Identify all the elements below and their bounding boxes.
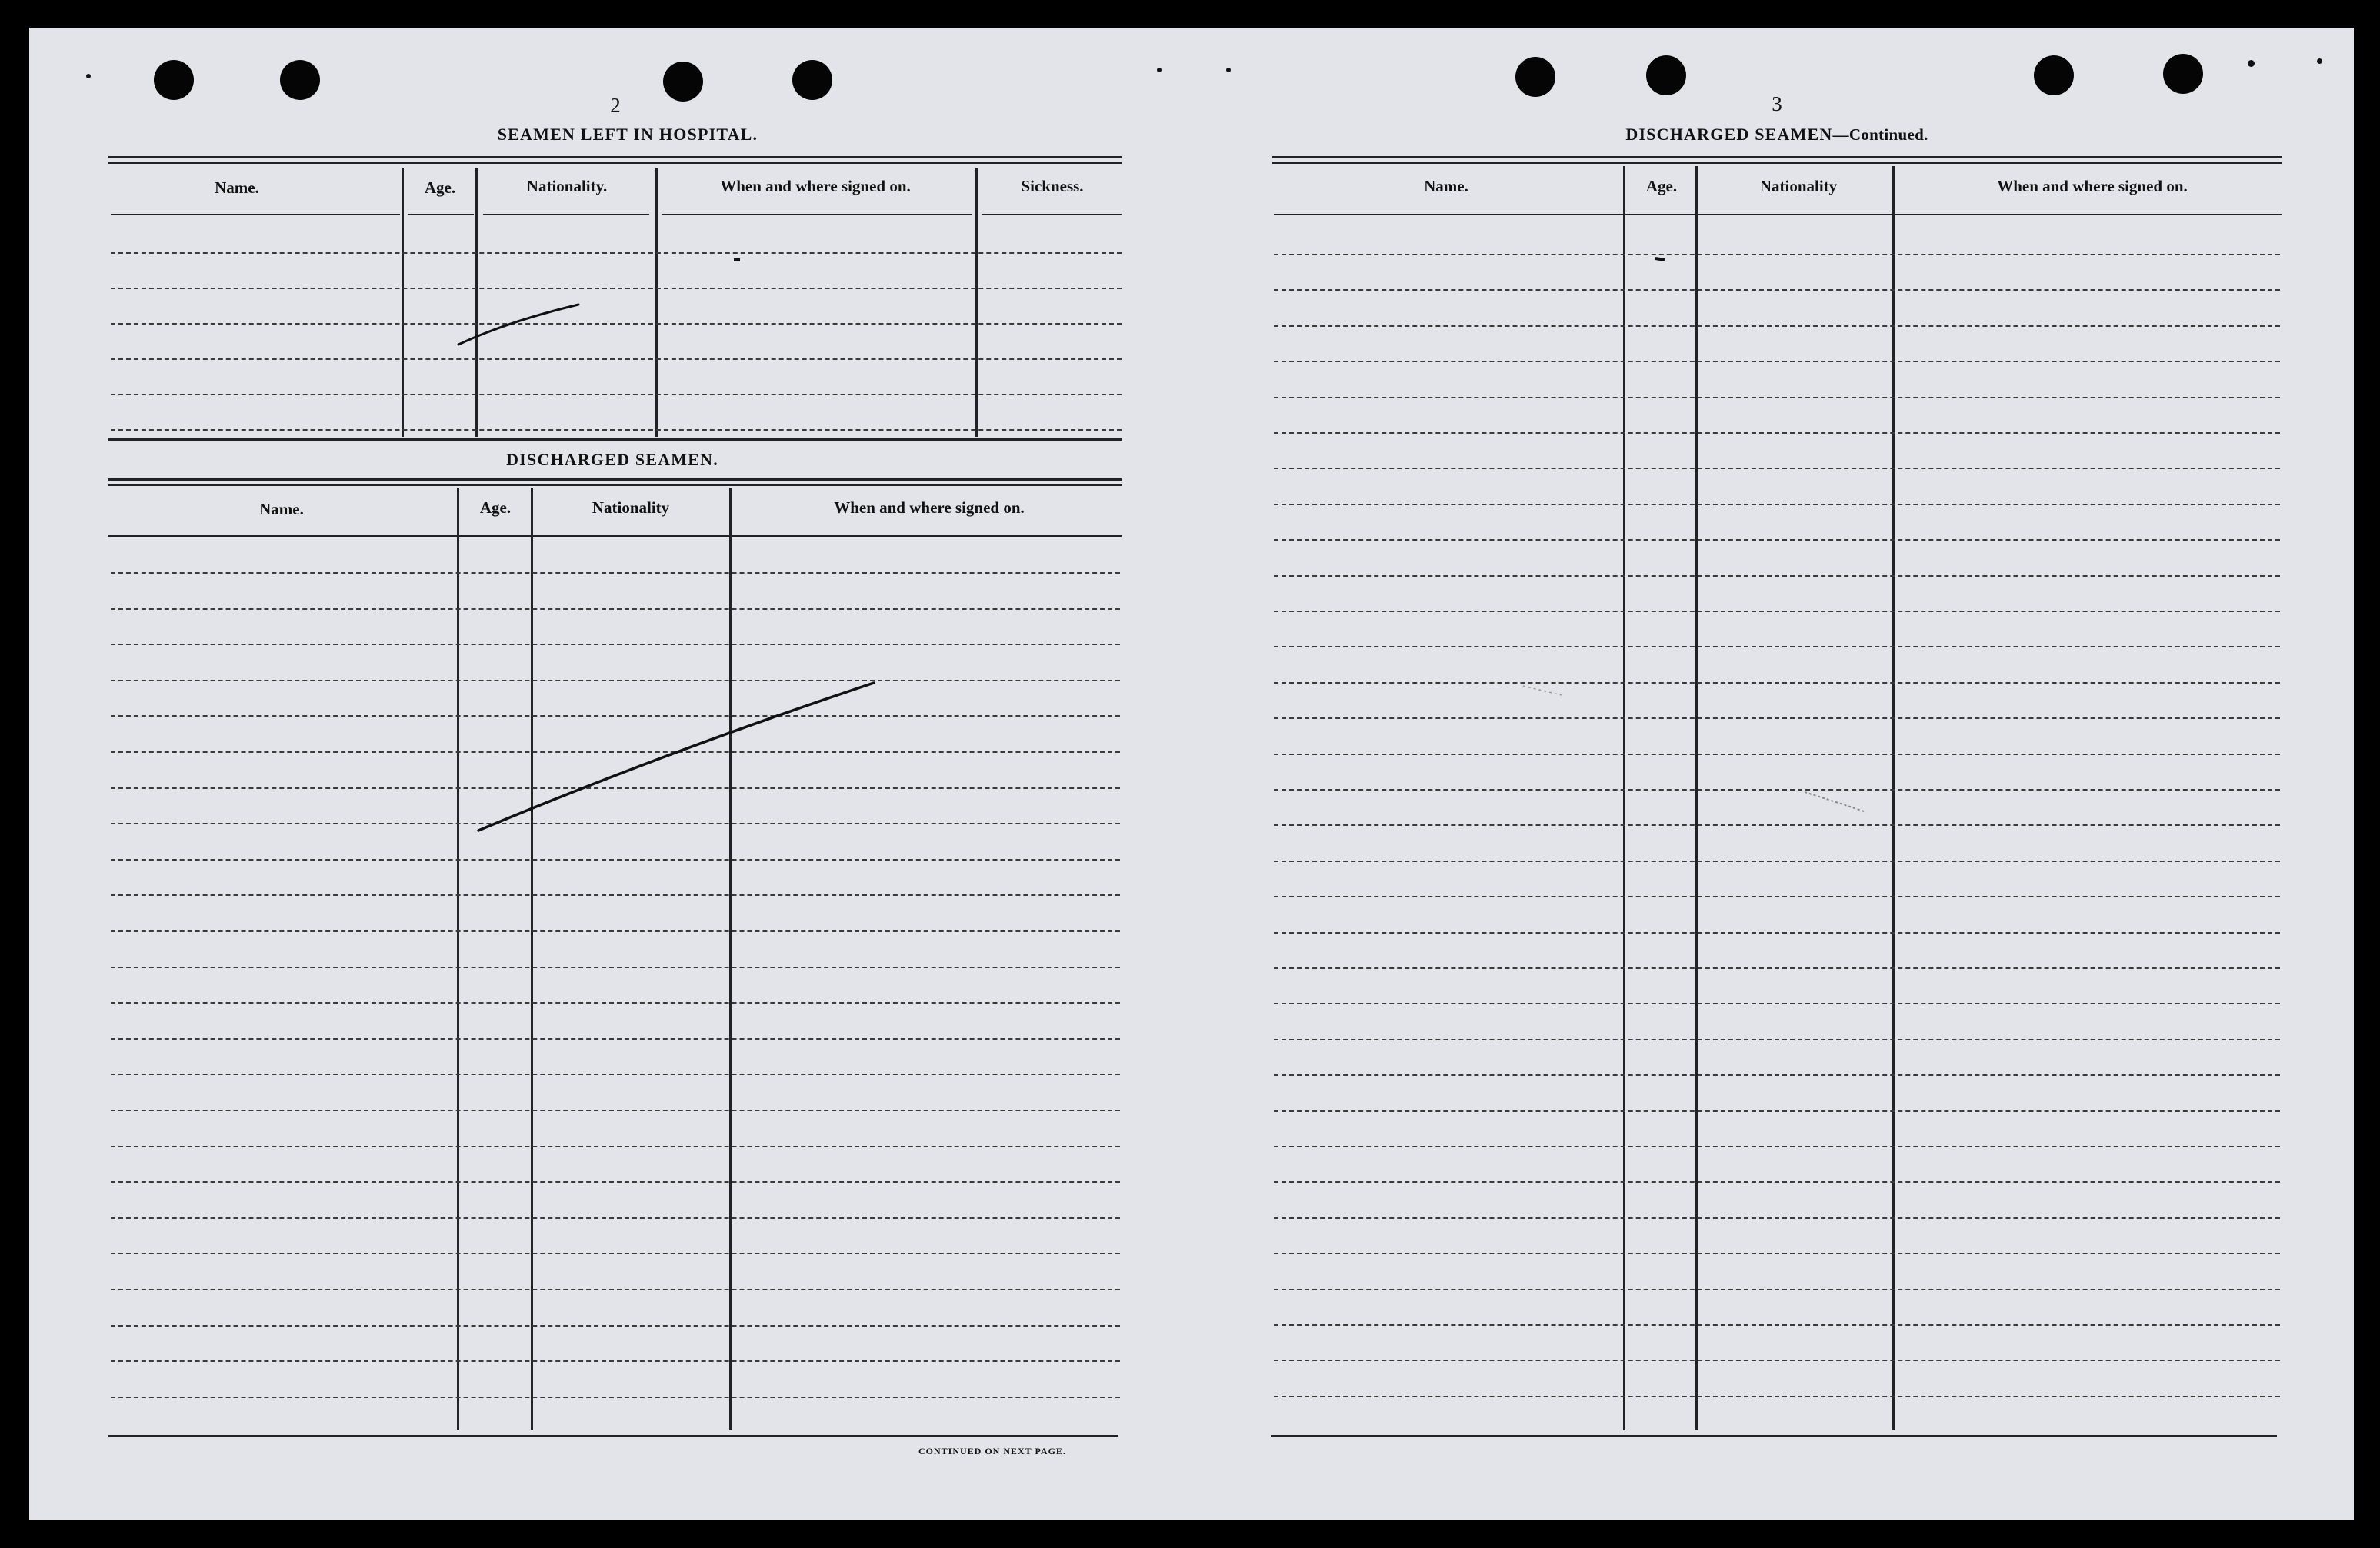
entry-line (111, 1074, 1120, 1075)
entry-line (111, 644, 1120, 645)
entry-line (111, 859, 1120, 861)
entry-line (111, 894, 1120, 896)
entry-line (1274, 1396, 2280, 1397)
entry-line (1274, 1217, 2280, 1219)
entry-line (111, 1360, 1120, 1362)
speck (1157, 68, 1162, 72)
column-divider (1695, 166, 1698, 1430)
entry-line (1274, 1360, 2280, 1361)
entry-line (1274, 325, 2280, 327)
column-divider (402, 168, 404, 437)
entry-line (111, 429, 1122, 431)
continued-note: CONTINUED ON NEXT PAGE. (918, 1446, 1066, 1456)
table-top-rule (108, 162, 1122, 164)
punch-hole (663, 62, 703, 102)
punch-hole (792, 60, 832, 100)
right-page-number: 3 (1772, 92, 1782, 115)
left-page-number: 2 (610, 94, 621, 117)
entry-line (1274, 361, 2280, 362)
entry-line (111, 1038, 1120, 1040)
col-header-sickness: Sickness. (1021, 177, 1084, 195)
entry-line (1274, 1253, 2280, 1254)
entry-line (1274, 1146, 2280, 1147)
entry-line (1274, 432, 2280, 434)
header-underline (982, 214, 1122, 215)
col-header-age: Age. (424, 178, 456, 197)
right-section-title (1625, 125, 1928, 145)
entry-line (1274, 967, 2280, 969)
punch-hole (280, 60, 320, 100)
entry-line (1274, 575, 2280, 577)
title-text: DISCHARGED SEAMEN (1625, 125, 1833, 144)
column-divider (655, 168, 658, 437)
discharged-section-title: DISCHARGED SEAMEN. (506, 450, 718, 469)
entry-line (111, 1325, 1120, 1327)
header-underline (662, 214, 972, 215)
punch-hole (2163, 54, 2203, 94)
entry-line (111, 680, 1120, 681)
entry-line (111, 572, 1120, 574)
column-divider (1892, 166, 1895, 1430)
entry-line (111, 823, 1120, 824)
entry-line (1274, 861, 2280, 862)
entry-line (1274, 468, 2280, 469)
entry-line (1274, 289, 2280, 291)
entry-line (1274, 789, 2280, 791)
header-underline (108, 535, 1122, 537)
entry-line (1274, 682, 2280, 684)
column-divider (1623, 166, 1625, 1430)
entry-line (1274, 1039, 2280, 1040)
entry-line (1274, 646, 2280, 647)
column-divider (475, 168, 478, 437)
entry-line (1274, 1110, 2280, 1112)
entry-line (111, 1002, 1120, 1004)
speck (2248, 60, 2255, 67)
entry-line (111, 288, 1122, 289)
entry-line (1274, 254, 2280, 255)
entry-line (111, 1253, 1120, 1254)
header-underline (111, 214, 400, 215)
col-header-name: Name. (215, 178, 259, 197)
entry-line (111, 715, 1120, 717)
entry-line (111, 1110, 1120, 1111)
col-header-nationality: Nationality (1759, 177, 1838, 195)
entry-line (1274, 1074, 2280, 1076)
header-underline (408, 214, 474, 215)
entry-line (111, 1289, 1120, 1290)
entry-line (1274, 932, 2280, 934)
entry-line (111, 358, 1122, 360)
entry-line (1274, 824, 2280, 826)
speck (1226, 68, 1231, 72)
table-top-rule (1272, 162, 2282, 164)
entry-line (1274, 896, 2280, 897)
col-header-nationality: Nationality. (526, 177, 608, 195)
entry-line (111, 1217, 1120, 1219)
table-top-rule (108, 484, 1122, 486)
table-top-rule (108, 478, 1122, 481)
header-underline (1274, 214, 2282, 215)
table-bottom-rule (108, 438, 1122, 441)
speck (2317, 58, 2322, 64)
entry-line (111, 252, 1122, 254)
entry-line (1274, 1003, 2280, 1004)
punch-hole (2034, 55, 2074, 95)
entry-line (111, 1181, 1120, 1183)
col-header-name: Name. (259, 500, 304, 518)
col-header-nationality: Nationality (592, 498, 670, 517)
column-divider (975, 168, 978, 437)
col-header-signed-on: When and where signed on. (834, 498, 1025, 517)
punch-hole (154, 60, 194, 100)
punch-hole (1646, 55, 1686, 95)
col-header-signed-on: When and where signed on. (1997, 177, 2188, 195)
entry-line (111, 930, 1120, 932)
col-header-age: Age. (1645, 177, 1678, 195)
table-bottom-rule (1271, 1435, 2277, 1437)
col-header-name: Name. (1424, 177, 1468, 195)
entry-line (1274, 539, 2280, 541)
entry-line (1274, 611, 2280, 612)
entry-line (1274, 504, 2280, 505)
entry-line (111, 967, 1120, 968)
entry-line (1274, 397, 2280, 398)
table-top-rule (1272, 156, 2282, 158)
entry-line (111, 1146, 1120, 1147)
entry-line (1274, 1324, 2280, 1326)
entry-line (1274, 1289, 2280, 1290)
speck (86, 74, 91, 78)
entry-line (111, 608, 1120, 610)
entry-line (1274, 717, 2280, 719)
hospital-section-title: SEAMEN LEFT IN HOSPITAL. (497, 125, 758, 144)
header-underline (483, 214, 649, 215)
entry-line (1274, 754, 2280, 755)
col-header-signed-on: When and where signed on. (720, 177, 911, 195)
punch-hole (1515, 57, 1555, 97)
entry-line (1274, 1181, 2280, 1183)
entry-line (111, 1397, 1120, 1398)
table-top-rule (108, 156, 1122, 158)
entry-line (111, 787, 1120, 789)
title-suffix: —Continued. (1832, 125, 1928, 144)
entry-line (111, 751, 1120, 753)
col-header-age: Age. (479, 498, 512, 517)
entry-line (111, 323, 1122, 325)
paper-sheet (29, 28, 2354, 1520)
table-bottom-rule (108, 1435, 1118, 1437)
entry-line (111, 394, 1122, 395)
